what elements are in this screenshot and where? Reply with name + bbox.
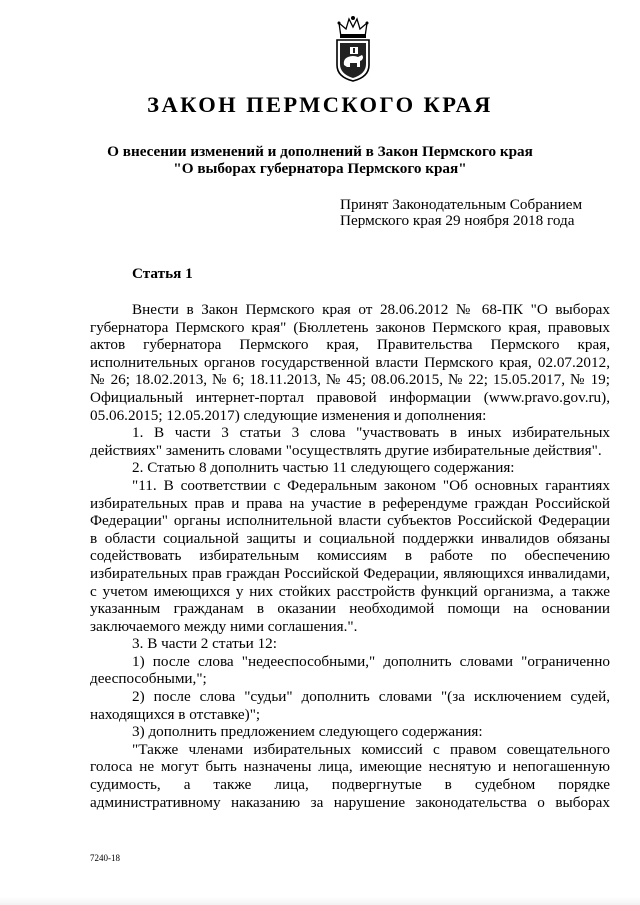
text-line: действиях" заменить словами "осуществлять другие избирательные действия". [90,441,602,459]
article-heading: Статья 1 [132,265,193,282]
text-line: 1) после слова "недееспособными," дополнить словами "ограниченно [132,652,610,670]
text-line: актов губернатора Пермского края, Правительства Пермского края, [90,336,610,354]
law-subtitle-line-2: "О выборах губернатора Пермского края" [173,160,467,177]
law-subtitle-line-1: О внесении изменений и дополнений в Закон Пермского края [107,143,533,160]
text-line: Федерации" органы исполнительной власти субъектов Российской Федерации [90,512,610,530]
text-line: 05.06.2015; 12.05.2017) следующие изменения и дополнения: [90,406,487,424]
scan-edge [0,897,640,905]
law-title: ЗАКОН ПЕРМСКОГО КРАЯ [147,92,493,117]
text-line: "Также членами избирательных комиссий с правом совещательного [132,740,610,758]
adoption-note-line-1: Принят Законодательным Собранием [340,196,583,213]
text-line: "11. В соответствии с Федеральным законом "Об основных гарантиях [132,476,610,494]
text-line: административному наказанию за нарушение законодательства о выборах [90,793,610,811]
text-line: губернатора Пермского края" (Бюллетень законов Пермского края, правовых [90,318,610,336]
text-line: 3) дополнить предложением следующего содержания: [132,723,483,741]
text-line: судимость, а также лица, подвергнутые в судебном порядке [90,776,610,794]
text-line: с учетом имеющихся у них стойких расстройств функций организма, а также [90,582,610,600]
text-line: 3. В части 2 статьи 12: [132,635,277,653]
text-line: в области социальной защиты и социальной поддержки инвалидов обязаны [90,529,610,547]
text-line: избирательных прав и права на участие в референдуме граждан Российской [90,494,610,512]
text-line: № 26; 18.02.2013, № 6; 18.11.2013, № 45; 08.06.2015, № 22; 15.05.2017, № 19; [90,371,610,389]
text-line: дееспособными,"; [90,670,207,688]
text-line: указанным гражданам в оказании необходимой помощи на основании [90,600,610,618]
text-line: исполнительных органов государственной власти Пермского края, 02.07.2012, [90,353,610,371]
text-line: Официальный интернет-портал правовой информации (www.pravo.gov.ru), [90,388,610,406]
text-line: Внести в Закон Пермского края от 28.06.2012 № 68-ПК "О выборах [132,301,610,318]
text-line: голоса не могут быть назначены лица, имеющие неснятую и непогашенную [90,758,610,776]
text-line: содействовать избирательным комиссиям в работе по обеспечению [90,547,610,565]
coat-of-arms-icon [329,15,377,82]
text-line: находящихся в отставке)"; [90,705,261,723]
adoption-note-line-2: Пермского края 29 ноября 2018 года [340,212,575,229]
text-line: 1. В части 3 статьи 3 слова "участвовать в иных избирательных [132,424,610,442]
document-code: 7240-18 [90,853,120,863]
text-line: 2) после слова "судьи" дополнить словами "(за исключением судей, [132,688,610,706]
text-line: избирательных прав граждан Российской Федерации, являющихся инвалидами, [90,564,610,582]
text-line: 2. Статью 8 дополнить частью 11 следующего содержания: [132,459,515,477]
text-line: заключаемого между ними соглашения.". [90,617,358,635]
article-body [90,301,610,811]
